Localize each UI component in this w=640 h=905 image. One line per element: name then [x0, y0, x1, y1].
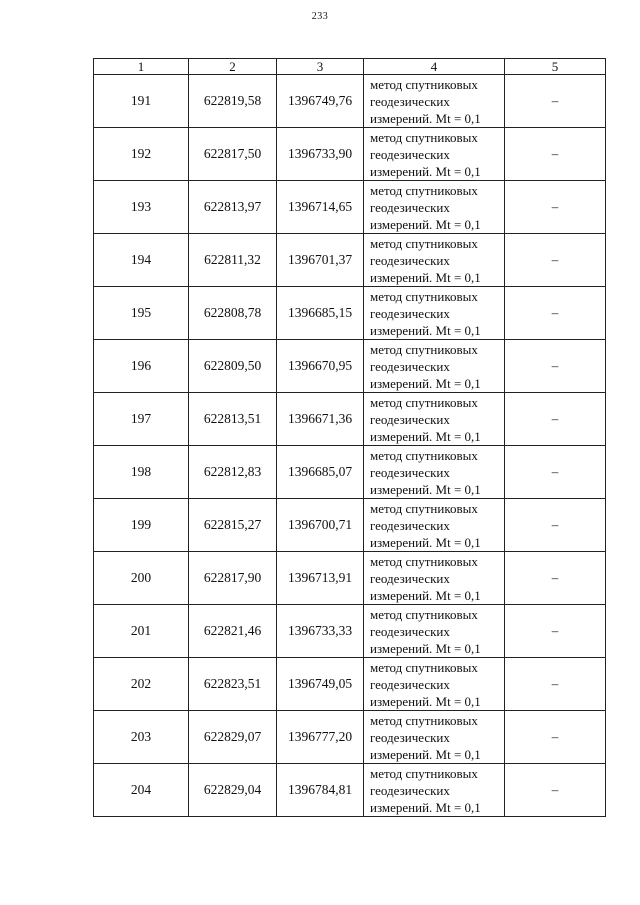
- method-line: геодезических: [370, 411, 450, 427]
- method-cell: [364, 393, 505, 446]
- note-cell: –: [505, 605, 606, 658]
- table-row: [94, 711, 606, 764]
- coordinate-x-cell: 622817,90: [189, 552, 277, 605]
- note-cell: –: [505, 764, 606, 817]
- coordinates-table: [93, 58, 606, 817]
- point-number-cell: 203: [94, 711, 189, 764]
- method-line: геодезических: [370, 146, 450, 162]
- coordinate-x-cell: 622811,32: [189, 234, 277, 287]
- coordinate-x-cell: 622823,51: [189, 658, 277, 711]
- method-line: метод спутниковых: [370, 712, 478, 728]
- point-number-cell: 199: [94, 499, 189, 552]
- header-cell-3: 3: [277, 59, 364, 75]
- method-line: геодезических: [370, 305, 450, 321]
- coordinate-x-cell: 622812,83: [189, 446, 277, 499]
- table-row: [94, 605, 606, 658]
- coordinate-x-cell: 622815,27: [189, 499, 277, 552]
- coordinate-x-cell: 622809,50: [189, 340, 277, 393]
- method-line: метод спутниковых: [370, 182, 478, 198]
- coordinate-y-cell: 1396784,81: [277, 764, 364, 817]
- method-line: геодезических: [370, 782, 450, 798]
- method-line: метод спутниковых: [370, 129, 478, 145]
- table-body: [94, 59, 606, 817]
- table-header-row: [94, 59, 606, 75]
- point-number-cell: 201: [94, 605, 189, 658]
- method-line: метод спутниковых: [370, 76, 478, 92]
- coordinate-y-cell: 1396714,65: [277, 181, 364, 234]
- table-row: [94, 499, 606, 552]
- coordinate-y-cell: 1396700,71: [277, 499, 364, 552]
- note-cell: –: [505, 234, 606, 287]
- method-line: геодезических: [370, 623, 450, 639]
- table-row: [94, 181, 606, 234]
- table-row: [94, 287, 606, 340]
- method-line: метод спутниковых: [370, 500, 478, 516]
- point-number-cell: 191: [94, 75, 189, 128]
- table-row: [94, 393, 606, 446]
- coordinate-x-cell: 622821,46: [189, 605, 277, 658]
- header-cell-4: 4: [364, 59, 505, 75]
- coordinate-x-cell: 622813,97: [189, 181, 277, 234]
- coordinate-x-cell: 622829,07: [189, 711, 277, 764]
- table-row: [94, 658, 606, 711]
- coordinate-x-cell: 622813,51: [189, 393, 277, 446]
- method-line: геодезических: [370, 199, 450, 215]
- method-line: метод спутниковых: [370, 394, 478, 410]
- method-cell: [364, 658, 505, 711]
- coordinate-x-cell: 622817,50: [189, 128, 277, 181]
- table-row: [94, 340, 606, 393]
- point-number-cell: 197: [94, 393, 189, 446]
- note-cell: –: [505, 75, 606, 128]
- coordinate-y-cell: 1396671,36: [277, 393, 364, 446]
- method-cell: [364, 711, 505, 764]
- coordinate-y-cell: 1396713,91: [277, 552, 364, 605]
- coordinate-y-cell: 1396749,05: [277, 658, 364, 711]
- coordinate-y-cell: 1396685,07: [277, 446, 364, 499]
- method-cell: [364, 181, 505, 234]
- method-line: метод спутниковых: [370, 606, 478, 622]
- note-cell: –: [505, 340, 606, 393]
- note-cell: –: [505, 393, 606, 446]
- method-line: измерений. Mt = 0,1: [370, 799, 481, 815]
- method-line: измерений. Mt = 0,1: [370, 110, 481, 126]
- coordinate-y-cell: 1396685,15: [277, 287, 364, 340]
- method-line: метод спутниковых: [370, 341, 478, 357]
- table-row: [94, 446, 606, 499]
- method-line: измерений. Mt = 0,1: [370, 269, 481, 285]
- method-cell: [364, 287, 505, 340]
- method-cell: [364, 552, 505, 605]
- method-line: геодезических: [370, 517, 450, 533]
- method-cell: [364, 128, 505, 181]
- coordinate-x-cell: 622819,58: [189, 75, 277, 128]
- note-cell: –: [505, 128, 606, 181]
- header-cell-2: 2: [189, 59, 277, 75]
- note-cell: –: [505, 446, 606, 499]
- method-line: измерений. Mt = 0,1: [370, 640, 481, 656]
- table-row: [94, 128, 606, 181]
- method-line: метод спутниковых: [370, 235, 478, 251]
- method-line: измерений. Mt = 0,1: [370, 693, 481, 709]
- page-number: 233: [311, 11, 329, 22]
- method-line: измерений. Mt = 0,1: [370, 163, 481, 179]
- coordinate-x-cell: 622829,04: [189, 764, 277, 817]
- note-cell: –: [505, 552, 606, 605]
- method-cell: [364, 605, 505, 658]
- header-cell-5: 5: [505, 59, 606, 75]
- method-line: измерений. Mt = 0,1: [370, 746, 481, 762]
- method-line: измерений. Mt = 0,1: [370, 481, 481, 497]
- method-line: измерений. Mt = 0,1: [370, 322, 481, 338]
- note-cell: –: [505, 181, 606, 234]
- note-cell: –: [505, 287, 606, 340]
- point-number-cell: 198: [94, 446, 189, 499]
- method-cell: [364, 234, 505, 287]
- method-line: метод спутниковых: [370, 447, 478, 463]
- method-line: геодезических: [370, 729, 450, 745]
- note-cell: –: [505, 658, 606, 711]
- coordinate-y-cell: 1396670,95: [277, 340, 364, 393]
- method-line: геодезических: [370, 464, 450, 480]
- note-cell: –: [505, 499, 606, 552]
- point-number-cell: 193: [94, 181, 189, 234]
- coordinate-y-cell: 1396733,90: [277, 128, 364, 181]
- method-line: геодезических: [370, 93, 450, 109]
- header-cell-1: 1: [94, 59, 189, 75]
- method-cell: [364, 499, 505, 552]
- method-line: метод спутниковых: [370, 765, 478, 781]
- coordinate-y-cell: 1396733,33: [277, 605, 364, 658]
- method-line: геодезических: [370, 570, 450, 586]
- point-number-cell: 196: [94, 340, 189, 393]
- method-cell: [364, 75, 505, 128]
- point-number-cell: 202: [94, 658, 189, 711]
- method-cell: [364, 446, 505, 499]
- coordinate-y-cell: 1396777,20: [277, 711, 364, 764]
- method-line: измерений. Mt = 0,1: [370, 375, 481, 391]
- method-line: измерений. Mt = 0,1: [370, 534, 481, 550]
- point-number-cell: 194: [94, 234, 189, 287]
- method-line: геодезических: [370, 358, 450, 374]
- coordinate-x-cell: 622808,78: [189, 287, 277, 340]
- method-line: измерений. Mt = 0,1: [370, 216, 481, 232]
- table-row: [94, 75, 606, 128]
- table-row: [94, 234, 606, 287]
- method-line: измерений. Mt = 0,1: [370, 587, 481, 603]
- table-row: [94, 764, 606, 817]
- method-line: метод спутниковых: [370, 659, 478, 675]
- method-cell: [364, 764, 505, 817]
- method-line: метод спутниковых: [370, 288, 478, 304]
- point-number-cell: 204: [94, 764, 189, 817]
- method-line: геодезических: [370, 252, 450, 268]
- point-number-cell: 195: [94, 287, 189, 340]
- method-line: метод спутниковых: [370, 553, 478, 569]
- table-row: [94, 552, 606, 605]
- point-number-cell: 200: [94, 552, 189, 605]
- method-line: геодезических: [370, 676, 450, 692]
- coordinate-y-cell: 1396749,76: [277, 75, 364, 128]
- method-line: измерений. Mt = 0,1: [370, 428, 481, 444]
- point-number-cell: 192: [94, 128, 189, 181]
- method-cell: [364, 340, 505, 393]
- coordinate-y-cell: 1396701,37: [277, 234, 364, 287]
- note-cell: –: [505, 711, 606, 764]
